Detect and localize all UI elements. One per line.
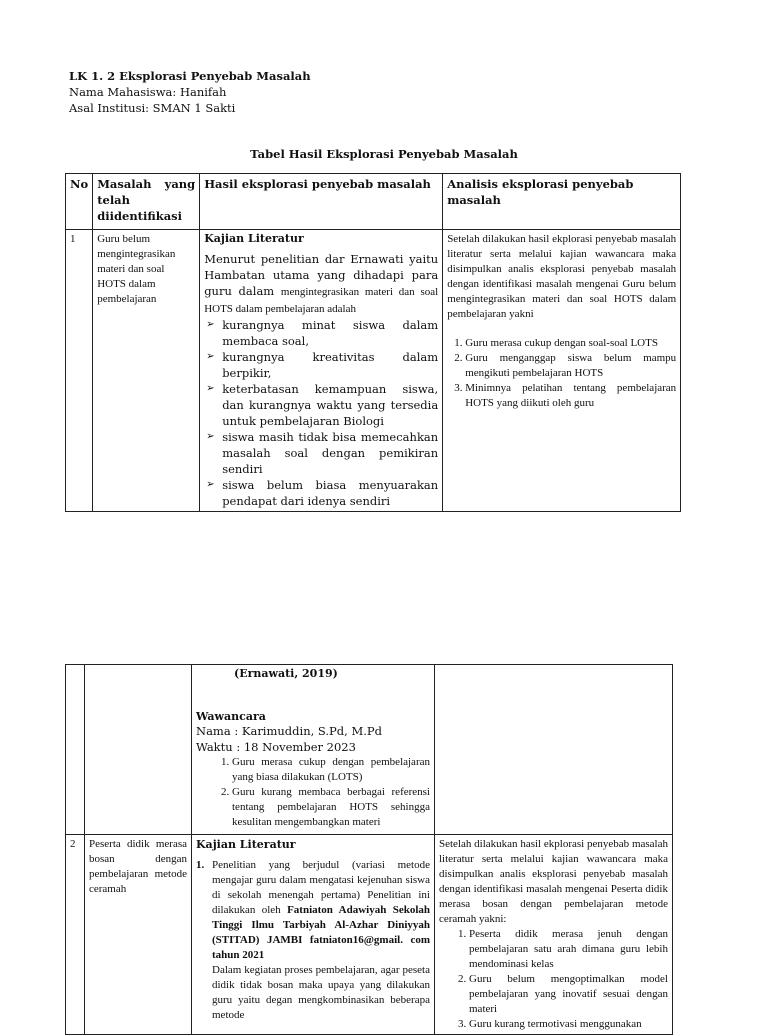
list-item: 1. Guru merasa cukup dengan pembelajaran yang biasa dilakukan (LOTS) (232, 755, 430, 785)
interview-name: Nama : Karimuddin, S.Pd, M.Pd (196, 724, 382, 738)
section-heading: Wawancara (196, 710, 266, 723)
list-item: 2. Guru kurang membaca berbagai referensi tentang pembelajaran HOTS sehingga kesulitan mengembangkan materi (232, 785, 430, 830)
findings-cell (192, 835, 435, 1035)
col-analisis: Analisis eksplorasi penyebab masalah (443, 174, 681, 230)
col-masalah: Masalah yang telah diidentifikasi (93, 174, 200, 230)
section-heading: Kajian Literatur (196, 838, 296, 851)
institution: Asal Institusi: SMAN 1 Sakti (69, 101, 236, 115)
col-no: No (66, 174, 93, 230)
interview-list (196, 755, 430, 830)
interview-time: Waktu : 18 November 2023 (196, 740, 356, 754)
analysis-intro: Setelah dilakukan hasil ekplorasi penyebab masalah literatur serta melalui kajian wawancara maka disimpulkan analis eksplorasi penyebab masalah dengan identifikasi masalah mengenai Peserta didik merasa bosan dengan pembelajaran metode ceramah yakni: (439, 838, 668, 925)
doc-header (69, 68, 311, 116)
list-item: ➢ siswa belum biasa menyuarakan pendapat dari idenya sendiri (222, 477, 438, 509)
list-item: ➢ keterbatasan kemampuan siswa, dan kurangnya waktu yang tersedia untuk pembelajaran Biologi (222, 381, 438, 429)
item-number: 1. (196, 859, 205, 871)
findings-list (204, 317, 438, 509)
list-item: 2. Guru belum mengoptimalkan model pembelajaran yang inovatif sesuai dengan materi (469, 972, 668, 1017)
table-row (66, 665, 673, 835)
item-author: Fatniaton Adawiyah Sekolah Tinggi Ilmu Tarbiyah Al-Azhar Diniyyah (STITAD) JAMBI fatniaton16@gmail. com tahun 2021 (212, 904, 430, 961)
item-body: Penelitian yang berjudul (variasi metode mengajar guru dalam mengatasi kejenuhan siswa di sekolah menengah pertama) Penelitian ini dilakukan oleh Fatniaton Adawiyah Sekolah Tinggi Ilmu Tarbiyah Al-Azhar Diniyyah (STITAD) JAMBI fatniaton16@gmail. com tahun 2021 Dalam kegiatan proses pembelajaran, agar peseta didik tidak bosan maka upaya yang dilakukan guru yaitu degan mengkombinasikan beberapa metode (212, 859, 430, 1021)
table-header-row (66, 174, 681, 230)
list-item: 2. Guru menganggap siswa belum mampu mengikuti pembelajaran HOTS (465, 351, 676, 381)
list-item: ➢ siswa masih tidak bisa memecahkan masalah soal dengan pemikiran sendiri (222, 429, 438, 477)
problem-cell: Guru belum mengintegrasikan materi dan soal HOTS dalam pembelajaran (93, 230, 200, 512)
problem-cell (85, 665, 192, 835)
findings-intro: Menurut penelitian dar Ernawati yaitu Hambatan utama yang dihadapi para guru dalam mengintegrasikan materi dan soal HOTS dalam pembelajaran adalah (204, 252, 439, 315)
list-item: 1. Peserta didik merasa jenuh dengan pembelajaran satu arah dimana guru lebih mendominasi kelas (469, 927, 668, 972)
analysis-list (439, 927, 668, 1032)
exploration-table-page2 (65, 664, 673, 1035)
row-number: 2 (66, 835, 85, 1035)
section-heading: Kajian Literatur (204, 232, 304, 245)
list-item: 1. Guru merasa cukup dengan soal-soal LOTS (465, 336, 676, 351)
citation: (Ernawati, 2019) (234, 667, 338, 680)
literature-item (196, 858, 430, 1023)
list-item: ➢ kurangnya kreativitas dalam berpikir, (222, 349, 438, 381)
analysis-cell (443, 230, 681, 512)
list-item: ➢ kurangnya minat siswa dalam membaca soal, (222, 317, 438, 349)
analysis-intro: Setelah dilakukan hasil ekplorasi penyebab masalah literatur serta melalui kajian wawancara maka disimpulkan analis eksplorasi penyebab masalah dengan identifikasi masalah mengenai Guru belum mengintegrasikan materi dan soal HOTS dalam pembelajaran yakni (447, 233, 677, 320)
problem-cell: Peserta didik merasa bosan dengan pembelajaran metode ceramah (85, 835, 192, 1035)
row-number (66, 665, 85, 835)
row-number: 1 (66, 230, 93, 512)
table-row (66, 835, 673, 1035)
analysis-list (447, 336, 676, 411)
findings-cell (200, 230, 443, 512)
table-row (66, 230, 681, 512)
item-continuation: Dalam kegiatan proses pembelajaran, agar peseta didik tidak bosan maka upaya yang dilakukan guru yaitu degan mengkombinasikan beberapa metode (212, 964, 430, 1021)
list-item: 3. Minimnya pelatihan tentang pembelajaran HOTS yang diikuti oleh guru (465, 381, 676, 411)
col-hasil: Hasil eksplorasi penyebab masalah (200, 174, 443, 230)
student-name: Nama Mahasiswa: Hanifah (69, 85, 227, 99)
exploration-table-page1 (65, 173, 681, 512)
findings-cell (192, 665, 435, 835)
analysis-cell (435, 835, 673, 1035)
table-title: Tabel Hasil Eksplorasi Penyebab Masalah (250, 147, 518, 161)
doc-title: LK 1. 2 Eksplorasi Penyebab Masalah (69, 69, 311, 83)
list-item: 3. Guru kurang termotivasi menggunakan (469, 1017, 668, 1032)
analysis-cell (435, 665, 673, 835)
